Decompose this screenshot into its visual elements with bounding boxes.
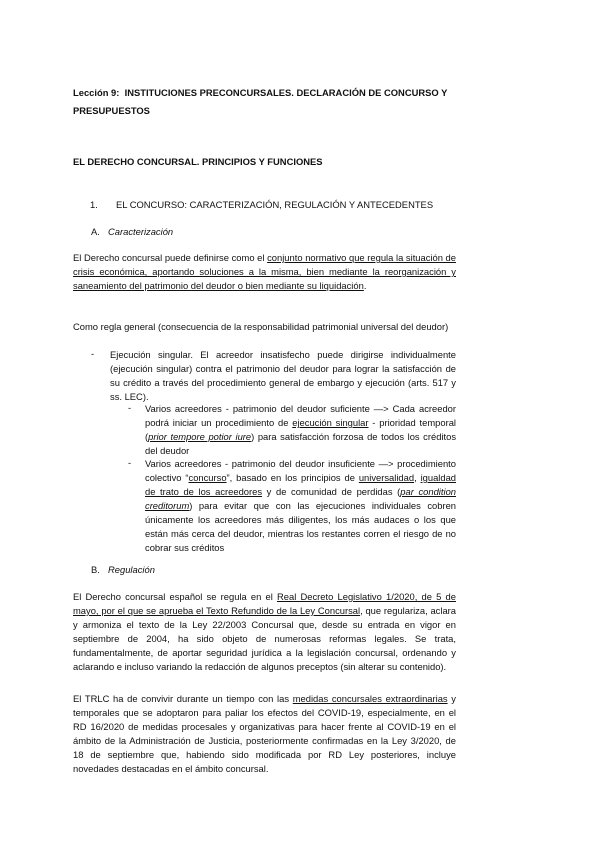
subbullet-1-text — [145, 402, 456, 458]
bullet-1-dash: - — [91, 348, 95, 359]
heading-number: 1. — [90, 199, 98, 210]
p4-text1: El TRLC ha de convivir durante un tiempo con las — [73, 693, 293, 704]
bullet-1-text: Ejecución singular. El acreedor insatisfecho puede dirigirse individualmente (ejecución singular) contra el patrimonio del deudor para lograr la satisfacción de su crédito a través del procedimiento general de embargo y ejecución (arts. 517 y ss. LEC). — [110, 349, 456, 402]
subbullet-2-dash: - — [128, 457, 132, 468]
section-heading: EL DERECHO CONCURSAL. PRINCIPIOS Y FUNCIONES — [73, 156, 323, 167]
sb2-text2: ”, basado en los principios de — [226, 472, 359, 483]
p1-underline1: conjunto normativo que regula la situación de — [267, 252, 456, 263]
sb2-underline3: igualdad de trato de los acreedores — [145, 472, 457, 497]
sb2-text3: , — [414, 472, 421, 483]
heading-text: EL CONCURSO: CARACTERIZACIÓN, REGULACIÓN Y ANTECEDENTES — [116, 199, 434, 210]
paragraph-regulation — [73, 590, 456, 674]
lesson-title-line2: PRESUPUESTOS — [73, 105, 150, 116]
sb1-underline2: prior tempore potior iure — [148, 431, 252, 442]
sb2-text5: ) para evitar que con las ejecuciones individuales cobren únicamente los acreedores más diligentes, los más audaces o los que están más cerca del deudor, mientras los restantes corren el riesgo de no cobrar sus créditos — [145, 500, 456, 553]
p3-text1: El Derecho concursal español se regula en el — [73, 591, 278, 602]
p1-text1: El Derecho concursal puede definirse como el — [73, 252, 268, 263]
paragraph-general-rule: Como regla general (consecuencia de la responsabilidad patrimonial universal del deudor) — [73, 321, 449, 332]
sb1-underline1: ejecución singular — [292, 417, 369, 428]
sb2-underline1: concurso — [188, 472, 227, 483]
p3-underline1: Real Decreto Legislativo 1/2020, de 5 de mayo, por el que se aprueba el Texto Refundido de la Ley Concursal — [73, 591, 456, 616]
subheading-a-text: Caracterización — [108, 226, 174, 237]
p4-text2: y temporales que se adoptaron para paliar los efectos del COVID-19, especialmente, en el RD 16/2020 de medidas procesales y organizativas para hacer frente al COVID-19 en el ámbito de la Administración de Justicia, posteriormente confirmadas en la Ley 3/2020, de 18 de septiembre que, habiendo sido modificada por RD Ley posteriores, incluye novedades destacadas en el ámbito concursal. — [73, 693, 456, 774]
lesson-prefix: Lección 9: — [73, 87, 120, 98]
subbullet-1-dash: - — [128, 402, 132, 413]
sb1-text1: Varios acreedores - patrimonio del deudor suficiente —> Cada acreedor podrá iniciar un procedimiento de — [145, 403, 456, 428]
p1-underline3: saneamiento del patrimonio del deudor o bien mediante su liquidación — [73, 280, 364, 291]
subheading-b — [91, 564, 155, 575]
sb2-underline4: par condition creditorum — [145, 486, 457, 511]
subheading-a-letter: A. — [91, 226, 100, 237]
paragraph-definition — [73, 251, 456, 293]
paragraph-trlc — [73, 692, 456, 776]
numbered-heading — [90, 199, 434, 210]
sb2-text4: y de comunidad de perdidas ( — [262, 486, 401, 497]
subbullet-2-text — [145, 457, 456, 555]
sb1-text2: - prioridad temporal ( — [145, 417, 456, 442]
p1-text4: . — [363, 280, 367, 291]
sb2-underline2: universalidad — [358, 472, 415, 483]
sb1-text3: ) para satisfacción forzosa de todos los créditos del deudor — [145, 431, 457, 456]
subheading-a — [91, 226, 174, 237]
p3-text2: , que regulariza, aclara y armoniza el texto de la Ley 22/2003 Concursal que, desde su entrada en vigor en septiembre de 2004, ha sido objeto de numerosas reformas legales. Se trata, fundamentalmente, de aportar seguridad jurídica a la legislación concursal, ordenando y aclarando e incluso variando la redacción de algunos preceptos (sin alterar su contenido). — [73, 605, 456, 672]
lesson-title-line1: INSTITUCIONES PRECONCURSALES. DECLARACIÓN DE CONCURSO Y — [124, 87, 448, 98]
lesson-title — [73, 84, 453, 120]
sb2-text1: Varios acreedores - patrimonio del deudor insuficiente —> procedimiento colectivo “ — [145, 458, 456, 483]
p4-underline1: medidas concursales extraordinarias — [292, 693, 448, 704]
subheading-b-letter: B. — [91, 564, 100, 575]
p1-underline2: crisis económica, aportando soluciones a la misma, bien mediante la reorganización y — [73, 266, 456, 277]
subheading-b-text: Regulación — [108, 564, 155, 575]
